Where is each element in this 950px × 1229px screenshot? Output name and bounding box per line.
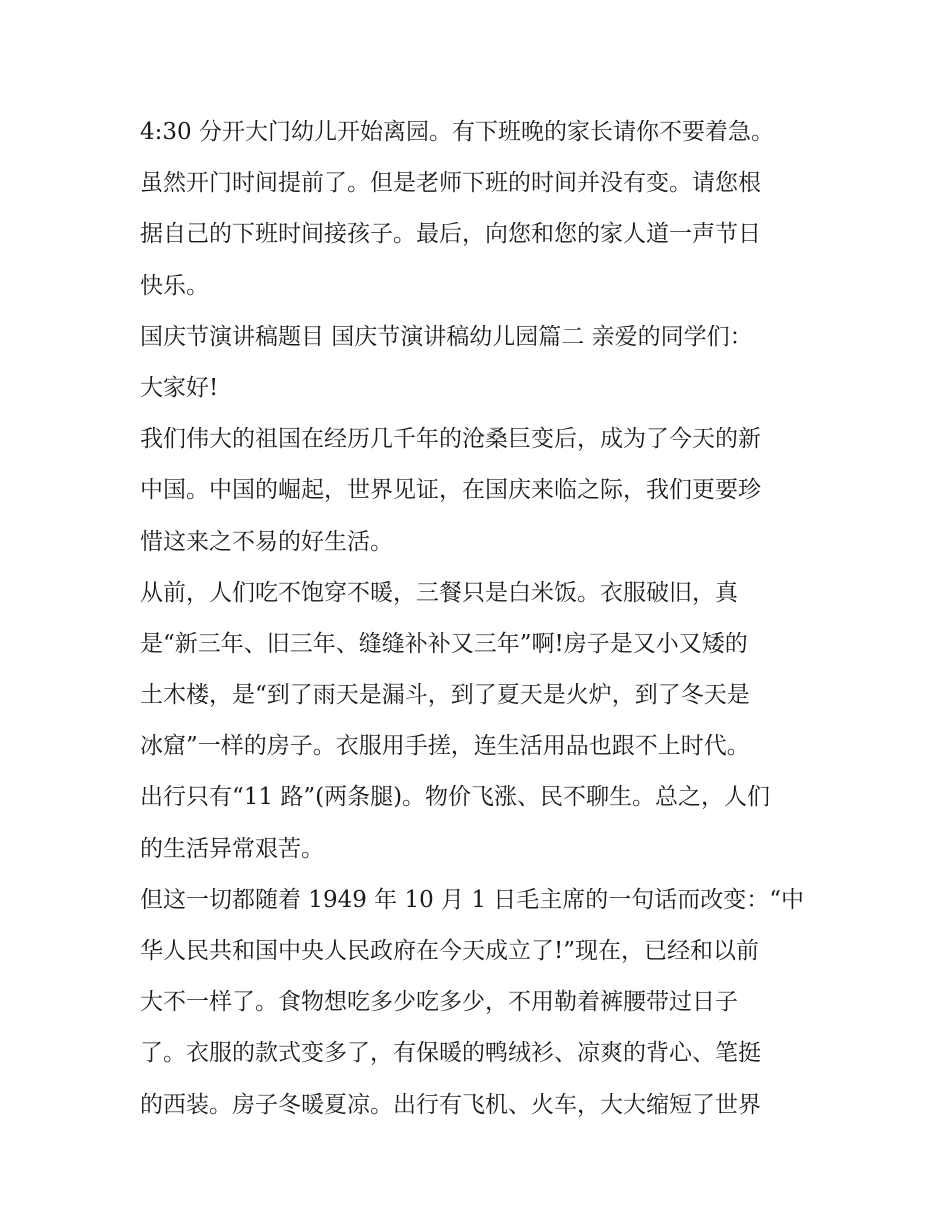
text-line: 但这一切都随着 1949 年 10 月 1 日毛主席的一句话而改变：“中 — [140, 886, 805, 913]
text-line: 的西装。房子冬暖夏凉。出行有飞机、火车，大大缩短了世界 — [140, 1091, 761, 1118]
text-line: 中国。中国的崛起，世界见证，在国庆来临之际，我们更要珍 — [140, 477, 761, 504]
text-line: 虽然开门时间提前了。但是老师下班的时间并没有变。请您根 — [140, 170, 761, 197]
text-line: 出行只有“11 路”(两条腿)。物价飞涨、民不聊生。总之，人们 — [140, 784, 771, 811]
text-line: 了。衣服的款式变多了，有保暖的鸭绒衫、凉爽的背心、笔挺 — [140, 1040, 761, 1067]
text-line: 是“新三年、旧三年、缝缝补补又三年”啊!房子是又小又矮的 — [140, 630, 748, 657]
text-line: 华人民共和国中央人民政府在今天成立了!”现在，已经和以前 — [140, 938, 760, 964]
text-line: 从前，人们吃不饱穿不暖，三餐只是白米饭。衣服破旧，真 — [140, 579, 738, 606]
text-line: 4:30 分开大门幼儿开始离园。有下班晚的家长请你不要着急。 — [140, 119, 774, 145]
text-line: 土木楼，是“到了雨天是漏斗，到了夏天是火炉，到了冬天是 — [140, 682, 750, 709]
text-line: 我们伟大的祖国在经历几千年的沧桑巨变后，成为了今天的新 — [140, 426, 761, 453]
text-line: 惜这来之不易的好生活。 — [140, 528, 393, 555]
text-line: 据自己的下班时间接孩子。最后，向您和您的家人道一声节日 — [140, 221, 761, 248]
text-line: 冰窟”一样的房子。衣服用手搓，连生活用品也跟不上时代。 — [140, 733, 750, 760]
section-heading-line: 国庆节演讲稿题目 国庆节演讲稿幼儿园篇二 亲爱的同学们： — [140, 323, 753, 350]
text-line: 大不一样了。食物想吃多少吃多少，不用勒着裤腰带过日子 — [140, 989, 738, 1016]
text-line: 快乐。 — [140, 272, 209, 299]
document-body — [140, 107, 820, 1131]
greeting-line: 大家好! — [140, 374, 219, 401]
text-line: 的生活异常艰苦。 — [140, 835, 324, 862]
